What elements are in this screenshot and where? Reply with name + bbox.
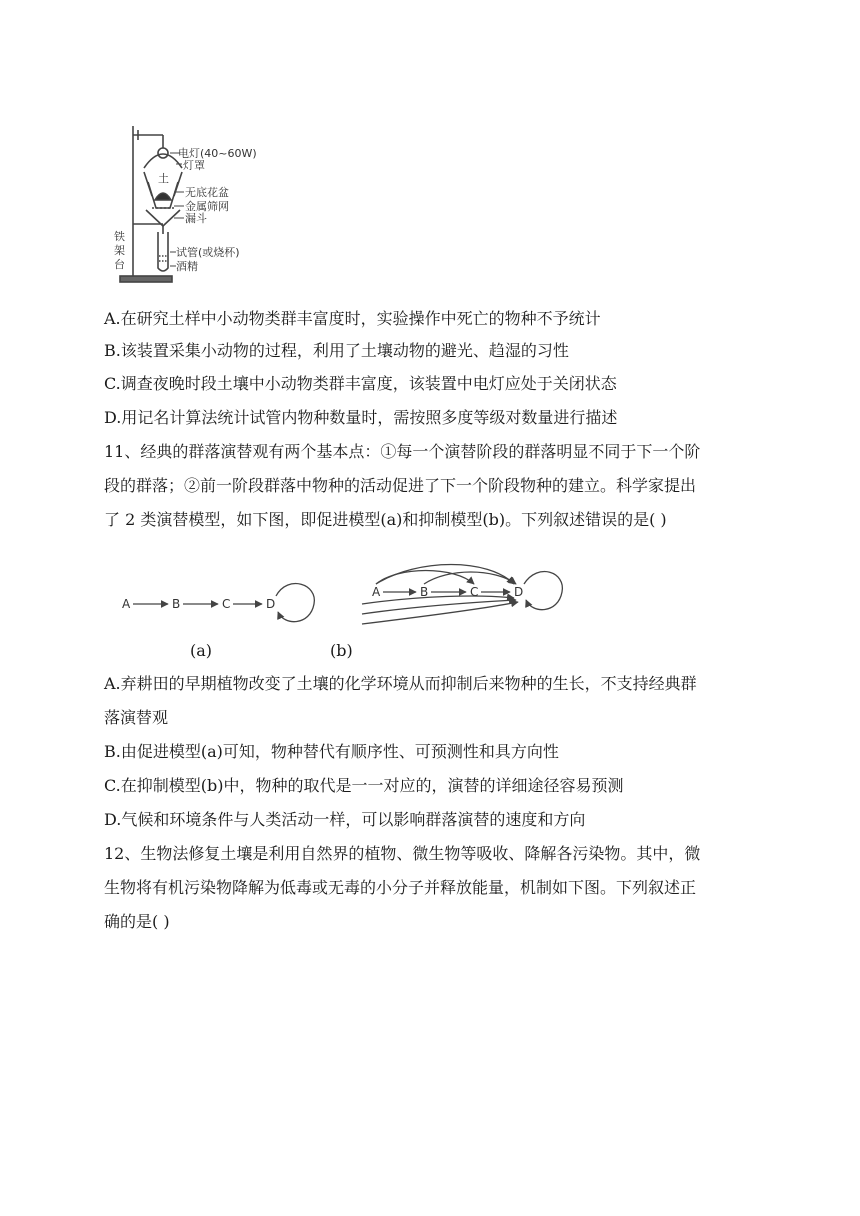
label-funnel: 漏斗 bbox=[185, 212, 207, 225]
label-pot: 无底花盆 bbox=[185, 186, 229, 199]
q10-option-c: C.调查夜晚时段土壤中小动物类群丰富度，该装置中电灯应处于关闭状态 bbox=[104, 374, 617, 393]
label-stand-2: 架 bbox=[114, 244, 125, 257]
q11-option-d: D.气候和环境条件与人类活动一样，可以影响群落演替的速度和方向 bbox=[104, 810, 586, 829]
model-b-node-d: D bbox=[514, 585, 524, 599]
q11-stem-3: 了 2 类演替模型，如下图，即促进模型(a)和抑制模型(b)。下列叙述错误的是( ) bbox=[104, 510, 667, 529]
model-a-node-d: D bbox=[266, 597, 276, 611]
caption-model-b: (b) bbox=[330, 641, 353, 660]
q12-stem-1: 12、生物法修复土壤是利用自然界的植物、微生物等吸收、降解各污染物。其中，微 bbox=[104, 844, 701, 863]
model-b-node-c: C bbox=[470, 585, 479, 599]
label-stand-3: 台 bbox=[114, 258, 125, 271]
q11-option-a: A.弃耕田的早期植物改变了土壤的化学环境从而抑制后来物种的生长，不支持经典群 bbox=[104, 674, 697, 693]
label-lamp: 电灯(40~60W) bbox=[178, 147, 257, 160]
caption-model-a: (a) bbox=[190, 641, 213, 660]
q11-option-b: B.由促进模型(a)可知，物种替代有顺序性、可预测性和具方向性 bbox=[104, 742, 559, 761]
label-tube: 试管(或烧杯) bbox=[176, 246, 240, 259]
q11-stem-2: 段的群落；②前一阶段群落中物种的活动促进了下一个阶段物种的建立。科学家提出 bbox=[104, 476, 697, 495]
q12-stem-2: 生物将有机污染物降解为低毒或无毒的小分子并释放能量，机制如下图。下列叙述正 bbox=[104, 878, 697, 897]
apparatus-figure bbox=[108, 120, 268, 290]
q11-option-c: C.在抑制模型(b)中，物种的取代是一一对应的，演替的详细途径容易预测 bbox=[104, 776, 624, 795]
label-soil: 土 bbox=[158, 172, 169, 185]
q12-stem-3: 确的是( ) bbox=[104, 912, 170, 931]
q10-option-d: D.用记名计算法统计试管内物种数量时，需按照多度等级对数量进行描述 bbox=[104, 408, 618, 427]
q11-option-a-cont: 落演替观 bbox=[104, 708, 169, 727]
model-b-node-a: A bbox=[372, 585, 381, 599]
model-a-node-a: A bbox=[122, 597, 131, 611]
label-alcohol: 酒精 bbox=[176, 260, 198, 273]
label-mesh: 金属筛网 bbox=[185, 200, 229, 213]
succession-models-figure bbox=[118, 560, 598, 640]
label-shade: 灯罩 bbox=[183, 159, 205, 172]
q10-option-b: B.该装置采集小动物的过程，利用了土壤动物的避光、趋湿的习性 bbox=[104, 341, 569, 360]
q10-option-a: A.在研究土样中小动物类群丰富度时，实验操作中死亡的物种不予统计 bbox=[104, 309, 601, 328]
model-a-node-c: C bbox=[222, 597, 231, 611]
model-b-node-b: B bbox=[420, 585, 429, 599]
model-a-node-b: B bbox=[172, 597, 181, 611]
label-stand-1: 铁 bbox=[114, 230, 125, 243]
q11-stem-1: 11、经典的群落演替观有两个基本点：①每一个演替阶段的群落明显不同于下一个阶 bbox=[104, 442, 701, 461]
